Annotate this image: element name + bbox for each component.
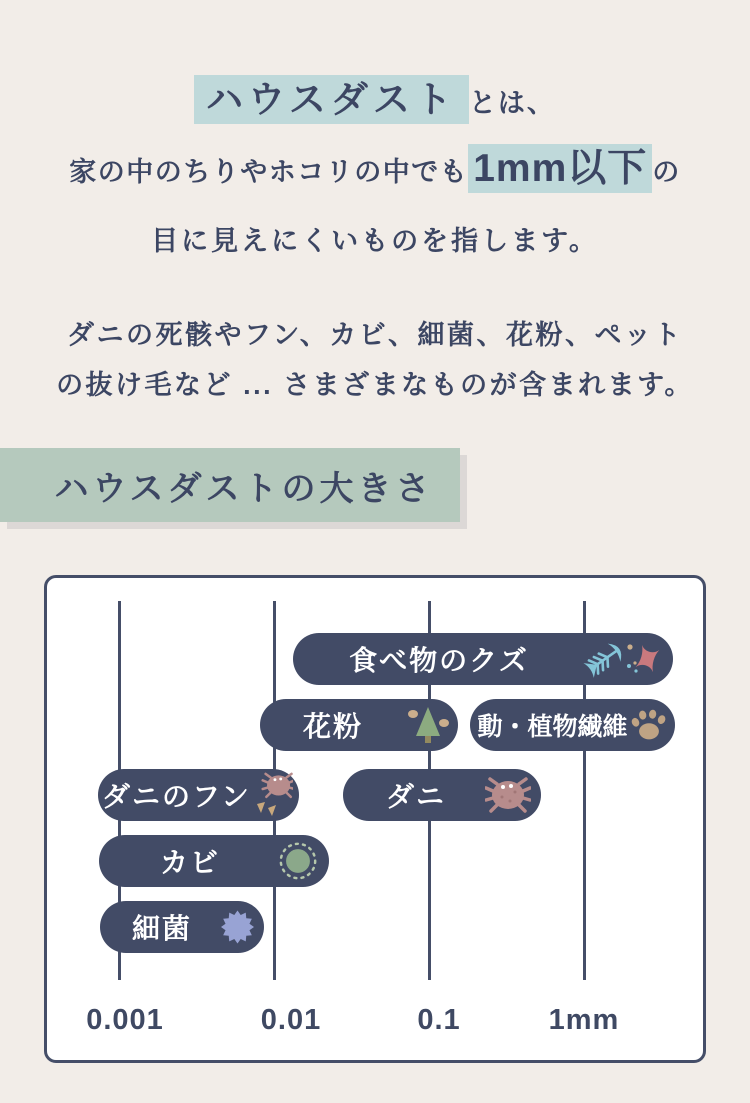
intro-line-2 — [0, 137, 750, 193]
axis-tick-001: 0.01 — [260, 1004, 322, 1036]
pill-label: 動・植物繊維 — [477, 713, 628, 741]
pill-label: 細菌 — [131, 913, 192, 944]
intro-line-1 — [0, 69, 750, 123]
paragraph-line-2: の抜け毛など ... さまざまなものが含まれます。 — [56, 370, 694, 400]
range-pill-pollen — [260, 699, 458, 751]
highlight-1mm: 1mm以下 — [468, 144, 652, 193]
range-pill-bacteria — [100, 901, 264, 953]
highlight-house-dust: ハウスダスト — [194, 75, 469, 124]
paw-icon — [631, 708, 667, 742]
pill-label: ダニ — [385, 781, 446, 812]
range-pill-fibers — [470, 699, 675, 751]
intro-paragraph — [0, 310, 750, 410]
mite-droppings-icon — [253, 772, 293, 818]
pill-label: 食べ物のクズ — [349, 645, 529, 676]
axis-tick-1mm: 1mm — [548, 1004, 620, 1036]
size-chart — [44, 575, 706, 1063]
intro-line-2-post: の — [652, 157, 681, 187]
pill-label: 花粉 — [302, 711, 363, 742]
pill-label: カビ — [159, 847, 220, 878]
pollen-tree-icon — [406, 705, 450, 745]
intro-line-1-rest: とは、 — [468, 88, 556, 118]
range-pill-mold — [99, 835, 329, 887]
pill-label: ダニのフン — [102, 781, 251, 812]
section-heading — [0, 448, 460, 522]
fishbone-and-apple-core-icon — [583, 633, 663, 685]
mite-icon — [485, 775, 531, 815]
axis-tick-01: 0.1 — [417, 1004, 461, 1036]
section-heading-label: ハウスダストの大きさ — [54, 469, 434, 508]
range-pill-mite-droppings — [98, 769, 299, 821]
axis-tick-0001: 0.001 — [86, 1004, 164, 1036]
intro-line-3: 目に見えにくいものを指します。 — [151, 226, 599, 256]
intro-line-2-pre: 家の中のちりやホコリの中でも — [69, 157, 469, 187]
range-pill-food-crumbs — [293, 633, 673, 685]
mold-icon — [277, 840, 319, 882]
bacteria-icon — [221, 911, 254, 944]
range-pill-mite — [343, 769, 541, 821]
paragraph-line-1: ダニの死骸やフン、カビ、細菌、花粉、ペット — [67, 320, 683, 350]
